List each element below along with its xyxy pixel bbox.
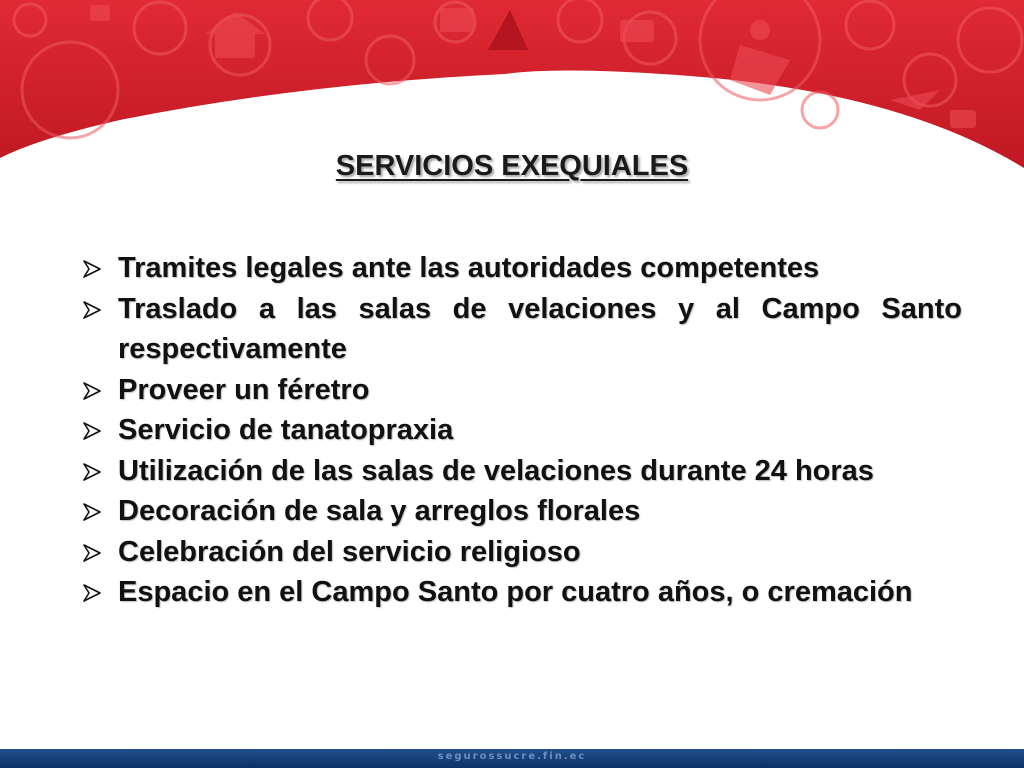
list-item-text: Celebración del servicio religioso: [118, 535, 581, 568]
list-item-text: Espacio en el Campo Santo por cuatro años, o cremación: [118, 576, 913, 608]
arrowhead-bullet-icon: [82, 260, 102, 278]
list-item-text: Servicio de tanatopraxia: [118, 414, 454, 446]
list-item-text: Tramites legales ante las autoridades competentes: [118, 252, 820, 284]
list-item: [78, 248, 962, 289]
arrowhead-bullet-icon: [82, 382, 102, 400]
list-item-text: Traslado a las salas de velaciones y al Campo Santo respectivamente: [118, 292, 962, 365]
footer-bar: [0, 749, 1024, 768]
list-item: [78, 410, 962, 451]
arrowhead-bullet-icon: [82, 422, 102, 440]
arrowhead-bullet-icon: [82, 463, 102, 481]
list-item: [78, 532, 962, 573]
list-item: [78, 451, 962, 492]
list-item-text: Decoración de sala y arreglos florales: [118, 495, 641, 527]
arrowhead-bullet-icon: [82, 503, 102, 521]
arrowhead-bullet-icon: [82, 301, 102, 319]
services-list: [78, 248, 962, 613]
list-item-text: Utilización de las salas de velaciones durante 24 horas: [118, 454, 874, 487]
page-title: [0, 150, 1024, 183]
footer-url[interactable]: segurossucre.fin.ec: [437, 751, 587, 762]
list-item: [78, 289, 962, 370]
arrowhead-bullet-icon: [82, 584, 102, 602]
list-item: [78, 491, 962, 532]
list-item-text: Proveer un féretro: [118, 373, 370, 406]
arrowhead-bullet-icon: [82, 544, 102, 562]
list-item: [78, 370, 962, 411]
page-title-text: SERVICIOS EXEQUIALES: [335, 150, 689, 182]
list-item: [78, 572, 962, 613]
